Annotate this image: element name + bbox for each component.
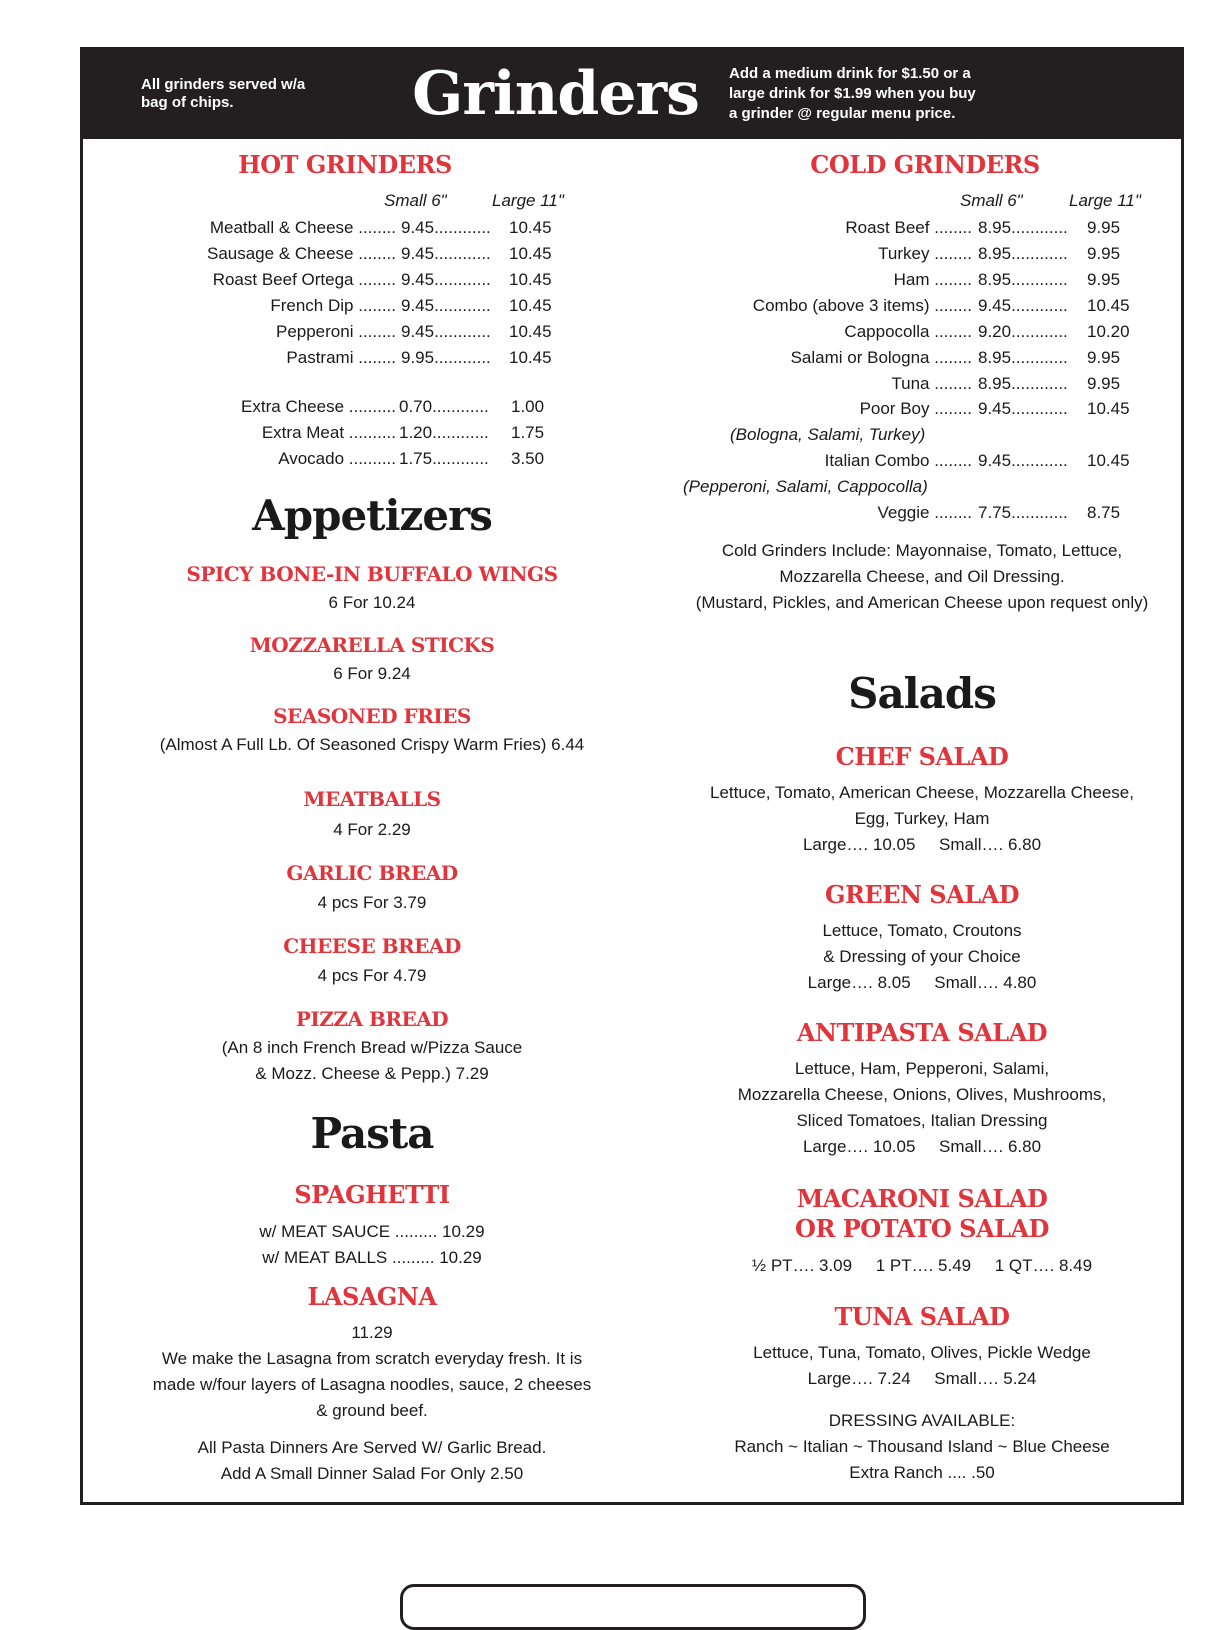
salad-desc bbox=[660, 1056, 1184, 1160]
menu-item-large-price: 10.45 bbox=[509, 296, 552, 315]
menu-item-name: Pastrami ........ bbox=[286, 348, 396, 367]
menu-item-name: Cappocolla ........ bbox=[844, 322, 972, 341]
salad-desc-line: Sliced Tomatoes, Italian Dressing bbox=[796, 1111, 1048, 1130]
dressing-list: Ranch ~ Italian ~ Thousand Island ~ Blue Cheese bbox=[734, 1437, 1110, 1456]
menu-item-small-price: 9.45............ bbox=[978, 399, 1068, 418]
menu-item-large-price: 10.45 bbox=[509, 322, 552, 341]
lasagna-title: LASAGNA bbox=[307, 1282, 437, 1311]
hot-grinders-title: HOT GRINDERS bbox=[238, 150, 452, 179]
menu-item-small-price: 9.45............ bbox=[978, 296, 1068, 315]
lasagna-desc-line: & ground beef. bbox=[316, 1401, 428, 1420]
salad-price: ½ PT…. 3.09 1 PT…. 5.49 1 QT…. 8.49 bbox=[751, 1256, 1093, 1275]
salad-desc-line: & Dressing of your Choice bbox=[823, 947, 1021, 966]
salad-name bbox=[660, 1184, 1184, 1244]
menu-item-large-price: 9.95 bbox=[1087, 374, 1121, 393]
appetizer-desc: 4 pcs For 4.79 bbox=[317, 966, 427, 985]
menu-item-name: Salami or Bologna ........ bbox=[790, 348, 972, 367]
cold-size-large: Large 11" bbox=[1069, 191, 1141, 210]
menu-item-large-price: 10.45 bbox=[1087, 451, 1130, 470]
appetizer-desc-line: & Mozz. Cheese & Pepp.) 7.29 bbox=[255, 1064, 489, 1083]
menu-item-large-price: 10.45 bbox=[509, 218, 552, 237]
dressing-title: DRESSING AVAILABLE: bbox=[828, 1411, 1016, 1430]
salad-desc bbox=[660, 1340, 1184, 1392]
menu-item-name: Extra Meat .......... bbox=[261, 423, 396, 442]
chips-note-line: All grinders served w/a bbox=[141, 76, 306, 93]
menu-item-name: Italian Combo ........ bbox=[824, 451, 972, 470]
menu-item-small-price: 9.45............ bbox=[401, 218, 491, 237]
salad-price: Large…. 10.05 Small…. 6.80 bbox=[802, 835, 1042, 854]
menu-item-small-price: 8.95............ bbox=[978, 374, 1068, 393]
salad-price: Large…. 8.05 Small…. 4.80 bbox=[807, 973, 1037, 992]
menu-item-small-price: 0.70............ bbox=[399, 397, 489, 416]
page-title: Grinders bbox=[412, 59, 699, 129]
menu-item-large-price: 10.45 bbox=[1087, 399, 1130, 418]
menu-item-name: French Dip ........ bbox=[270, 296, 396, 315]
salad-desc-line: Lettuce, Tomato, American Cheese, Mozzarella Cheese, bbox=[710, 783, 1134, 802]
menu-item-large-price: 9.95 bbox=[1087, 218, 1121, 237]
menu-item-name: Roast Beef Ortega ........ bbox=[212, 270, 396, 289]
appetizer-desc: 6 For 9.24 bbox=[333, 664, 411, 683]
salad-price: Large…. 10.05 Small…. 6.80 bbox=[802, 1137, 1042, 1156]
menu-item-large-price: 10.45 bbox=[509, 348, 552, 367]
menu-item-large-price: 9.95 bbox=[1087, 270, 1121, 289]
menu-item-name: Tuna ........ bbox=[891, 374, 972, 393]
menu-item-large-price: 1.00 bbox=[511, 397, 545, 416]
cold-grinders-title: COLD GRINDERS bbox=[810, 150, 1040, 179]
appetizer-desc: 6 For 10.24 bbox=[328, 593, 416, 612]
menu-item-large-price: 3.50 bbox=[511, 449, 545, 468]
menu-item-small-price: 8.95............ bbox=[978, 348, 1068, 367]
appetizer-desc: 4 For 2.29 bbox=[333, 820, 411, 839]
spaghetti-option: w/ MEAT BALLS ......... 10.29 bbox=[262, 1248, 482, 1267]
salad-desc-line: Lettuce, Ham, Pepperoni, Salami, bbox=[794, 1059, 1050, 1078]
appetizer-name: SEASONED FRIES bbox=[273, 704, 471, 728]
appetizer-desc-line: (An 8 inch French Bread w/Pizza Sauce bbox=[221, 1038, 523, 1057]
appetizer-name: MEATBALLS bbox=[303, 787, 441, 811]
menu-item-name: Extra Cheese .......... bbox=[241, 397, 396, 416]
pasta-title: Pasta bbox=[310, 1109, 434, 1158]
menu-item-small-price: 9.95............ bbox=[401, 348, 491, 367]
menu-item-large-price: 10.20 bbox=[1087, 322, 1130, 341]
salad-desc-line: Lettuce, Tomato, Croutons bbox=[822, 921, 1022, 940]
lasagna-desc-line: made w/four layers of Lasagna noodles, sauce, 2 cheeses bbox=[152, 1375, 592, 1394]
menu-item-small-price: 8.95............ bbox=[978, 244, 1068, 263]
salad-name: GREEN SALAD bbox=[824, 880, 1020, 909]
salad-name: ANTIPASTA SALAD bbox=[796, 1018, 1048, 1047]
menu-item-large-price: 8.75 bbox=[1087, 503, 1121, 522]
menu-item-small-price: 9.45............ bbox=[401, 322, 491, 341]
menu-item-small-price: 9.45............ bbox=[401, 296, 491, 315]
menu-header bbox=[83, 50, 1181, 139]
salad-name: TUNA SALAD bbox=[834, 1302, 1010, 1331]
spaghetti-options bbox=[120, 1219, 624, 1271]
chips-note-line: bag of chips. bbox=[141, 94, 234, 111]
salad-desc-line: Lettuce, Tuna, Tomato, Olives, Pickle Wedge bbox=[753, 1343, 1091, 1362]
menu-item-large-price: 1.75 bbox=[511, 423, 545, 442]
dressing-info bbox=[660, 1408, 1184, 1486]
menu-item-small-price: 1.75............ bbox=[399, 449, 489, 468]
salad-price: Large…. 7.24 Small…. 5.24 bbox=[807, 1369, 1037, 1388]
cold-includes bbox=[660, 538, 1184, 616]
menu-item-small-price: 8.95............ bbox=[978, 270, 1068, 289]
pasta-note bbox=[120, 1435, 624, 1487]
appetizers-title: Appetizers bbox=[252, 491, 492, 540]
menu-item-small-price: 7.75............ bbox=[978, 503, 1068, 522]
menu-item-name: Turkey ........ bbox=[878, 244, 972, 263]
menu-item-name: Veggie ........ bbox=[877, 503, 972, 522]
appetizer-name: MOZZARELLA STICKS bbox=[249, 633, 495, 657]
lasagna-price: 11.29 bbox=[351, 1323, 393, 1342]
italian-combo-note: (Pepperoni, Salami, Cappocolla) bbox=[683, 477, 928, 496]
lasagna-desc bbox=[120, 1320, 624, 1424]
drink-note-line: a grinder @ regular menu price. bbox=[729, 105, 956, 122]
appetizer-desc bbox=[120, 1035, 624, 1087]
salad-name-line: OR POTATO SALAD bbox=[795, 1214, 1049, 1243]
chips-note bbox=[141, 76, 361, 112]
menu-item-small-price: 9.20............ bbox=[978, 322, 1068, 341]
salad-desc bbox=[660, 780, 1184, 858]
menu-item-name: Sausage & Cheese ........ bbox=[206, 244, 396, 263]
cold-includes-line: (Mustard, Pickles, and American Cheese upon request only) bbox=[695, 593, 1149, 612]
cold-includes-line: Cold Grinders Include: Mayonnaise, Tomato, Lettuce, bbox=[721, 541, 1123, 560]
menu-item-large-price: 9.95 bbox=[1087, 348, 1121, 367]
salad-name-line: MACARONI SALAD bbox=[796, 1184, 1048, 1213]
menu-item-small-price: 9.45............ bbox=[401, 270, 491, 289]
extra-ranch: Extra Ranch .... .50 bbox=[849, 1463, 995, 1482]
appetizer-name: SPICY BONE-IN BUFFALO WINGS bbox=[186, 562, 558, 586]
drink-note-line: Add a medium drink for $1.50 or a bbox=[729, 65, 971, 82]
appetizer-desc: (Almost A Full Lb. Of Seasoned Crispy Warm Fries) 6.44 bbox=[159, 735, 585, 754]
menu-item-large-price: 10.45 bbox=[1087, 296, 1130, 315]
menu-item-name: Poor Boy ........ bbox=[859, 399, 972, 418]
menu-item-large-price: 10.45 bbox=[509, 270, 552, 289]
appetizer-desc: 4 pcs For 3.79 bbox=[317, 893, 427, 912]
menu-item-large-price: 10.45 bbox=[509, 244, 552, 263]
menu-item-small-price: 8.95............ bbox=[978, 218, 1068, 237]
drink-note-line: large drink for $1.99 when you buy bbox=[729, 85, 976, 102]
menu-item-name: Ham ........ bbox=[893, 270, 972, 289]
bottom-tab-outline bbox=[400, 1584, 866, 1630]
hot-size-small: Small 6" bbox=[384, 191, 447, 210]
pasta-note-line: All Pasta Dinners Are Served W/ Garlic Bread. bbox=[197, 1438, 547, 1457]
menu-item-name: Combo (above 3 items) ........ bbox=[752, 296, 972, 315]
menu-item-name: Avocado .......... bbox=[278, 449, 396, 468]
menu-item-small-price: 9.45............ bbox=[401, 244, 491, 263]
salad-name: CHEF SALAD bbox=[835, 742, 1009, 771]
appetizer-name: PIZZA BREAD bbox=[295, 1007, 449, 1031]
cold-includes-line: Mozzarella Cheese, and Oil Dressing. bbox=[779, 567, 1065, 586]
menu-item-name: Roast Beef ........ bbox=[845, 218, 972, 237]
salad-desc bbox=[660, 918, 1184, 996]
spaghetti-option: w/ MEAT SAUCE ......... 10.29 bbox=[259, 1222, 485, 1241]
lasagna-desc-line: We make the Lasagna from scratch everyday fresh. It is bbox=[161, 1349, 583, 1368]
drink-note bbox=[729, 64, 1039, 124]
cold-size-small: Small 6" bbox=[960, 191, 1023, 210]
poor-boy-note: (Bologna, Salami, Turkey) bbox=[730, 425, 926, 444]
appetizer-name: GARLIC BREAD bbox=[286, 861, 458, 885]
appetizer-name: CHEESE BREAD bbox=[283, 934, 461, 958]
hot-size-large: Large 11" bbox=[492, 191, 564, 210]
menu-item-small-price: 1.20............ bbox=[399, 423, 489, 442]
menu-item-name: Pepperoni ........ bbox=[275, 322, 396, 341]
menu-item-name: Meatball & Cheese ........ bbox=[209, 218, 396, 237]
menu-item-small-price: 9.45............ bbox=[978, 451, 1068, 470]
menu-item-large-price: 9.95 bbox=[1087, 244, 1121, 263]
spaghetti-title: SPAGHETTI bbox=[294, 1180, 450, 1209]
salads-title: Salads bbox=[848, 669, 996, 718]
salad-desc-line: Mozzarella Cheese, Onions, Olives, Mushrooms, bbox=[737, 1085, 1107, 1104]
pasta-note-line: Add A Small Dinner Salad For Only 2.50 bbox=[220, 1464, 524, 1483]
salad-desc-line: Egg, Turkey, Ham bbox=[854, 809, 990, 828]
